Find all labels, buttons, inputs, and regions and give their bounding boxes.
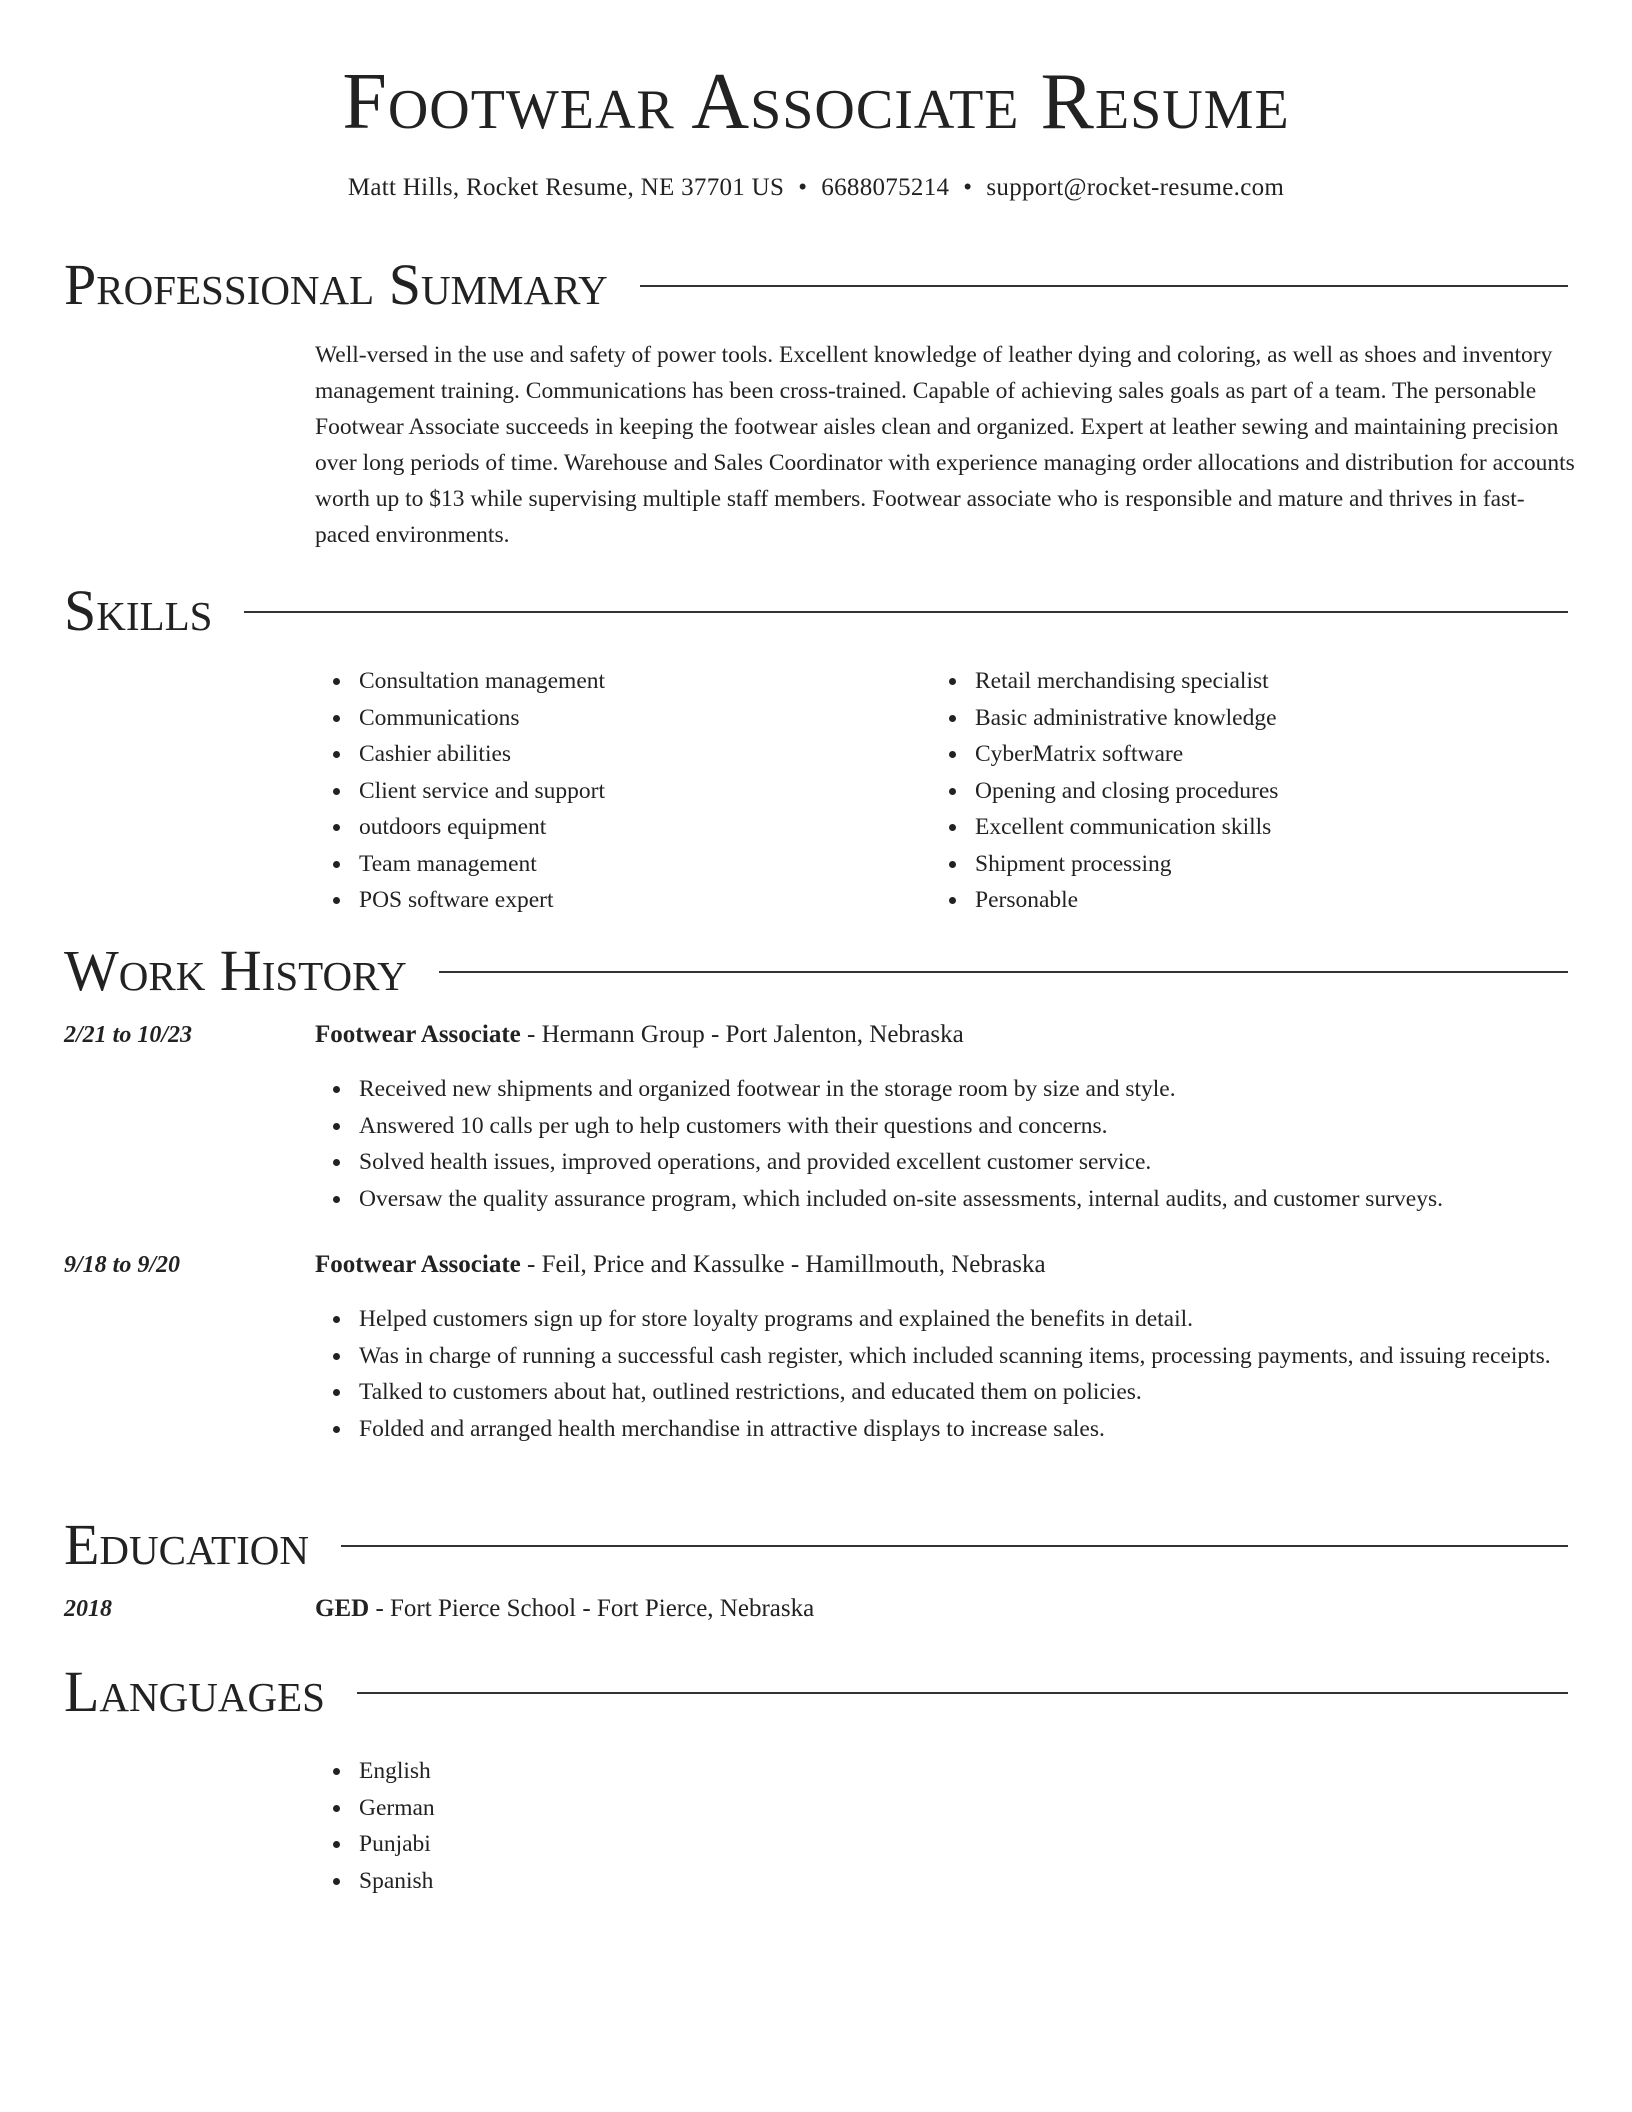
- job-bullet: Folded and arranged health merchandise in attractive displays to increase sales.: [359, 1411, 1577, 1448]
- summary-section-header: [64, 252, 1568, 317]
- contact-address: Matt Hills, Rocket Resume, NE 37701 US: [347, 174, 785, 201]
- contact-line: [0, 174, 1632, 202]
- skill-item: Excellent communication skills: [975, 809, 1575, 846]
- work-history-section-header: [64, 938, 1568, 1003]
- job-bullet: Was in charge of running a successful cash register, which included scanning items, processing payments, and issuing receipts.: [359, 1338, 1577, 1375]
- skills-heading: Skills: [64, 578, 213, 643]
- job-bullet: Oversaw the quality assurance program, which included on-site assessments, internal audits, and customer surveys.: [359, 1181, 1577, 1218]
- section-divider: [640, 285, 1568, 287]
- contact-phone: 6688075214: [821, 174, 950, 201]
- language-item: Punjabi: [359, 1826, 435, 1863]
- job-dates: 2/21 to 10/23: [64, 1022, 193, 1048]
- skill-item: Basic administrative knowledge: [975, 700, 1575, 737]
- resume-title: Footwear Associate Resume: [342, 58, 1290, 146]
- languages-list: [315, 1753, 435, 1899]
- education-degree: GED: [315, 1595, 370, 1622]
- language-item: Spanish: [359, 1863, 435, 1900]
- skill-item: Team management: [359, 846, 919, 883]
- contact-separator: •: [798, 174, 808, 201]
- languages-section-header: [64, 1659, 1568, 1724]
- skill-item: outdoors equipment: [359, 809, 919, 846]
- skill-item: POS software expert: [359, 882, 919, 919]
- job-bullet: Answered 10 calls per ugh to help customers with their questions and concerns.: [359, 1108, 1577, 1145]
- job-dates: 9/18 to 9/20: [64, 1252, 181, 1278]
- education-line: [315, 1595, 814, 1623]
- job-bullets: [315, 1301, 1577, 1447]
- job-bullets: [315, 1071, 1577, 1217]
- job-title: Footwear Associate: [315, 1021, 521, 1048]
- skill-item: Cashier abilities: [359, 736, 919, 773]
- job-title-line: [315, 1021, 964, 1049]
- section-divider: [357, 1692, 1568, 1694]
- languages-heading: Languages: [64, 1659, 325, 1724]
- summary-heading: Professional Summary: [64, 252, 608, 317]
- skills-section-header: [64, 578, 1568, 643]
- skill-item: Communications: [359, 700, 919, 737]
- contact-separator: •: [963, 174, 973, 201]
- job-employer: - Hermann Group - Port Jalenton, Nebraska: [520, 1021, 964, 1048]
- skill-item: Shipment processing: [975, 846, 1575, 883]
- skills-list-right: [931, 663, 1575, 919]
- job-title: Footwear Associate: [315, 1251, 521, 1278]
- job-bullet: Talked to customers about hat, outlined restrictions, and educated them on policies.: [359, 1374, 1577, 1411]
- education-year: 2018: [64, 1596, 112, 1622]
- skill-item: Retail merchandising specialist: [975, 663, 1575, 700]
- job-employer: - Feil, Price and Kassulke - Hamillmouth, Nebraska: [520, 1251, 1046, 1278]
- section-divider: [341, 1545, 1568, 1547]
- education-school: - Fort Pierce School - Fort Pierce, Nebraska: [369, 1595, 815, 1622]
- contact-email: support@rocket-resume.com: [986, 174, 1285, 201]
- skills-list-left: [315, 663, 919, 919]
- language-item: English: [359, 1753, 435, 1790]
- summary-text: Well-versed in the use and safety of power tools. Excellent knowledge of leather dying and coloring, as well as shoes and inventory management training. Communications has been cross-trained. Capable of achieving sales goals as part of a team. The personable Footwear Associate succeeds in keeping the footwear aisles clean and organized. Expert at leather sewing and maintaining precision over long periods of time. Warehouse and Sales Coordinator with experience managing order allocations and distribution for accounts worth up to $13 while supervising multiple staff members. Footwear associate who is responsible and mature and thrives in fast-paced environments.: [315, 342, 1575, 548]
- education-section-header: [64, 1512, 1568, 1577]
- skill-item: CyberMatrix software: [975, 736, 1575, 773]
- skill-item: Consultation management: [359, 663, 919, 700]
- job-bullet: Received new shipments and organized footwear in the storage room by size and style.: [359, 1071, 1577, 1108]
- section-divider: [439, 971, 1568, 973]
- work-history-heading: Work History: [64, 938, 407, 1003]
- language-item: German: [359, 1790, 435, 1827]
- job-title-line: [315, 1251, 1046, 1279]
- job-bullet: Solved health issues, improved operations, and provided excellent customer service.: [359, 1144, 1577, 1181]
- section-divider: [244, 611, 1568, 613]
- education-heading: Education: [64, 1512, 309, 1577]
- skill-item: Personable: [975, 882, 1575, 919]
- skill-item: Client service and support: [359, 773, 919, 810]
- job-bullet: Helped customers sign up for store loyalty programs and explained the benefits in detail.: [359, 1301, 1577, 1338]
- skill-item: Opening and closing procedures: [975, 773, 1575, 810]
